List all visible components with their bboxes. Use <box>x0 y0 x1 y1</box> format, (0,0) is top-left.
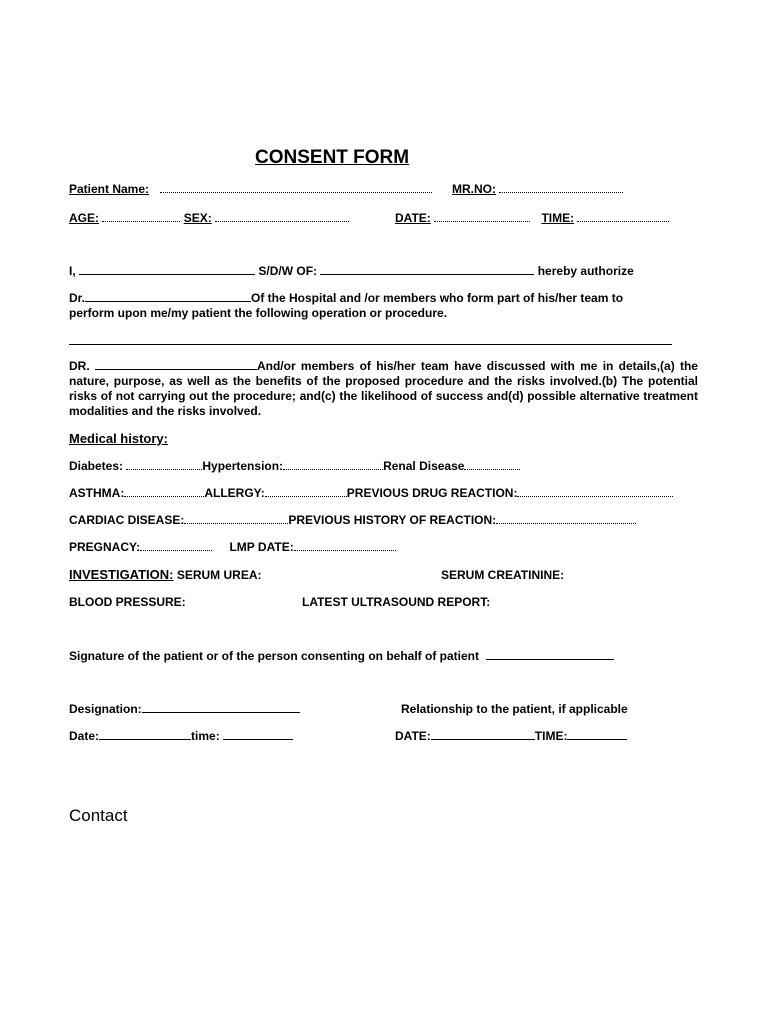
renal-disease-label: Renal Disease <box>383 459 465 473</box>
time-left-field[interactable] <box>223 738 293 740</box>
mr-no-label: MR.NO: <box>452 182 496 196</box>
mr-no-field[interactable] <box>499 191 623 193</box>
patient-name-row <box>69 182 432 196</box>
date-field[interactable] <box>434 220 530 222</box>
history-row-4 <box>69 540 396 554</box>
previous-history-reaction-field[interactable] <box>496 522 636 524</box>
serum-urea-label: SERUM UREA: <box>176 568 262 582</box>
ultrasound-label: LATEST ULTRASOUND REPORT: <box>302 595 491 609</box>
dr-label: Dr. <box>69 291 86 305</box>
signature-row <box>69 649 614 663</box>
history-row-1 <box>69 459 520 473</box>
date-row <box>395 211 669 225</box>
serum-creatinine-label: SERUM CREATININE: <box>441 568 565 582</box>
patient-name-label: Patient Name: <box>69 182 150 196</box>
history-row-3 <box>69 513 636 527</box>
authorization-row <box>69 264 634 278</box>
date-right-field[interactable] <box>431 738 535 740</box>
hypertension-field[interactable] <box>283 468 383 470</box>
doctor-authorization-paragraph <box>69 291 698 321</box>
time-right-field[interactable] <box>567 738 627 740</box>
relationship-label: Relationship to the patient, if applicable <box>401 702 628 716</box>
pregnacy-label: PREGNACY: <box>69 540 141 554</box>
designation-field[interactable] <box>142 711 300 713</box>
date-left-label: Date: <box>69 729 100 743</box>
lmp-date-field[interactable] <box>294 549 396 551</box>
patient-self-name-field[interactable] <box>79 273 255 275</box>
cardiac-disease-label: CARDIAC DISEASE: <box>69 513 185 527</box>
designation-label: Designation: <box>69 702 142 716</box>
time-left-label: time: <box>191 729 220 743</box>
page-title: CONSENT FORM <box>255 147 410 168</box>
discussion-paragraph <box>69 359 698 419</box>
date-left-field[interactable] <box>99 738 191 740</box>
lmp-date-label: LMP DATE: <box>229 540 294 554</box>
asthma-label: ASTHMA: <box>69 486 125 500</box>
designation-row <box>69 702 300 716</box>
investigation-row-1 <box>69 567 262 582</box>
contact-text: Contact <box>69 806 128 825</box>
signature-field[interactable] <box>486 658 614 660</box>
sdw-label: S/D/W OF: <box>258 264 318 278</box>
patient-name-field[interactable] <box>160 191 432 193</box>
sdw-field[interactable] <box>320 273 534 275</box>
discussion-doctor-field[interactable] <box>95 368 257 370</box>
time-field[interactable] <box>577 220 669 222</box>
date-label: DATE: <box>395 211 431 225</box>
diabetes-label: Diabetes: <box>69 459 124 473</box>
blood-pressure-label: BLOOD PRESSURE: <box>69 595 186 609</box>
perform-text: perform upon me/my patient the following operation or procedure. <box>69 306 448 320</box>
asthma-field[interactable] <box>124 495 204 497</box>
sex-field[interactable] <box>215 220 349 222</box>
i-label: I, <box>69 264 76 278</box>
of-hospital-text: Of the Hospital and /or members who form part of his/her team to <box>251 291 624 305</box>
mr-no-row <box>452 182 623 196</box>
date-time-right-row <box>395 729 627 743</box>
discussion-dr-label: DR. <box>69 359 90 373</box>
time-label: TIME: <box>541 211 575 225</box>
date-right-label: DATE: <box>395 729 431 743</box>
time-right-label: TIME: <box>534 729 568 743</box>
date-time-left-row <box>69 729 293 743</box>
signature-text: Signature of the patient or of the person consenting on behalf of patient <box>69 649 480 663</box>
allergy-label: ALLERGY: <box>204 486 265 500</box>
allergy-field[interactable] <box>265 495 347 497</box>
previous-history-reaction-label: PREVIOUS HISTORY OF REACTION: <box>288 513 497 527</box>
procedure-field[interactable] <box>69 344 672 345</box>
medical-history-heading: Medical history: <box>69 431 168 446</box>
age-row <box>69 211 349 225</box>
discussion-text: And/or members of his/her team have discussed with me in details,(a) the nature, purpose, as well as the benefits of the proposed procedure and the risks involved.(b) The potential risks of not carrying out the procedure; and(c) the likelihood of success and(d) possible alternative treatment modalities and the risks involved. <box>69 359 698 418</box>
investigation-heading: INVESTIGATION: <box>69 567 174 582</box>
age-field[interactable] <box>102 220 180 222</box>
doctor-name-field[interactable] <box>85 300 251 302</box>
previous-drug-reaction-field[interactable] <box>517 495 673 497</box>
pregnacy-field[interactable] <box>140 549 212 551</box>
diabetes-field[interactable] <box>126 468 202 470</box>
renal-disease-field[interactable] <box>464 468 520 470</box>
previous-drug-reaction-label: PREVIOUS DRUG REACTION: <box>346 486 518 500</box>
age-label: AGE: <box>69 211 99 225</box>
hypertension-label: Hypertension: <box>202 459 284 473</box>
sex-label: SEX: <box>183 211 212 225</box>
cardiac-disease-field[interactable] <box>184 522 288 524</box>
authorize-text: hereby authorize <box>537 264 634 278</box>
history-row-2 <box>69 486 673 500</box>
